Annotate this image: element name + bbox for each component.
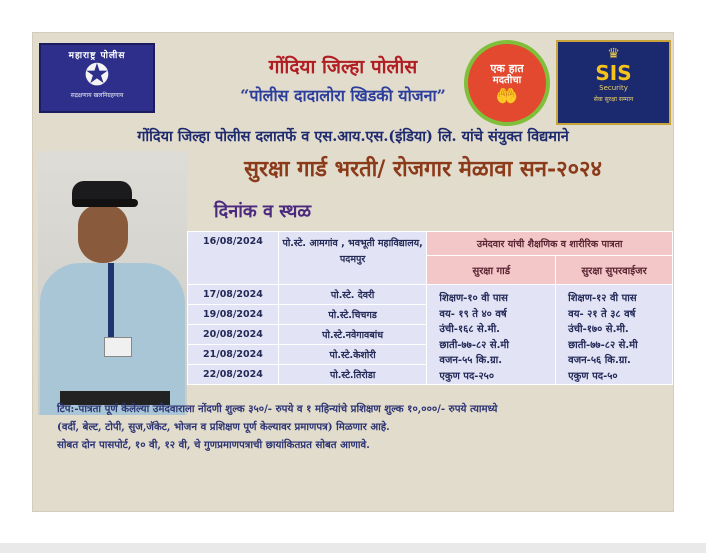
note-line: सोबत दोन पासपोर्ट, १० वी, १२ वी, चे गुणप्रमाणपत्राची छायांकितप्रत सोबत आणावे. (57, 439, 370, 451)
requirement-line: वजन-५६ कि.ग्रा. (568, 355, 631, 366)
requirement-line: वय- २१ ते ३८ वर्ष (568, 308, 636, 320)
place-cell: पो.स्टे.केशोरी (278, 345, 427, 365)
guard-photo (38, 151, 187, 415)
organizer-line: गोंदिया जिल्हा पोलीस दलातर्फे व एस.आय.एस.(इंडिया) लि. यांचे संयुक्त विद्यमाने (137, 128, 569, 145)
requirement-line: एकुण पद-५० (568, 370, 618, 382)
police-star-icon: ✪ (84, 58, 110, 93)
requirement-line: वजन-५५ कि.ग्रा. (439, 355, 503, 366)
date-cell: 21/08/2024 (188, 345, 279, 365)
supervisor-heading: सुरक्षा सुपरवाईजर (556, 256, 673, 285)
maharashtra-police-logo (39, 43, 155, 113)
guard-heading: सुरक्षा गार्ड (427, 256, 556, 285)
guard-requirements (427, 285, 556, 385)
date-place-heading: दिनांक व स्थळ (214, 201, 312, 222)
place-cell: पो.स्टे.नवेगावबांध (278, 325, 427, 345)
place-cell: पो.स्टे. देवरी (278, 285, 427, 305)
logo-motto: सद्रक्षणाय खलनिग्रहणाय (70, 92, 124, 99)
sis-sub: Security (599, 84, 628, 92)
requirement-line: शिक्षण-१० वी पास (439, 293, 508, 304)
hand-icon: 🤲 (495, 86, 519, 107)
sis-motto: सेवा सुरक्षा सम्मान (593, 96, 634, 103)
date-cell: 16/08/2024 (188, 232, 279, 285)
event-title: सुरक्षा गार्ड भरती/ रोजगार मेळावा सन-२०२४ (244, 156, 602, 182)
place-cell: पो.स्टे.तिरोडा (278, 365, 427, 385)
sis-brand: SIS (595, 61, 632, 85)
mid-logo-line2: मदतीचा (492, 75, 522, 86)
date-cell: 20/08/2024 (188, 325, 279, 345)
requirement-line: वय- १९ ते ४० वर्ष (439, 308, 507, 320)
schedule-table (187, 231, 673, 385)
scheme-name: “पोलीस दादालोरा खिडकी योजना” (240, 86, 446, 105)
recruitment-poster (33, 33, 673, 511)
table-row (188, 285, 673, 305)
note-line: (वर्दी, बेल्ट, टोपी, सुज,जॅकेट, भोजन व प्रशिक्षण पूर्ण केल्यावर प्रमाणपत्र) मिळणार आहे. (57, 421, 390, 433)
requirement-line: उंची-१७० से.मी. (568, 324, 629, 335)
requirement-line: एकुण पद-२५० (439, 370, 495, 382)
requirement-line: शिक्षण-१२ वी पास (568, 293, 637, 304)
date-cell: 22/08/2024 (188, 365, 279, 385)
note-block (57, 400, 657, 454)
eligibility-heading: उमेदवार यांची शैक्षणिक व शारीरिक पात्रता (427, 232, 673, 256)
place-cell: पो.स्टे.चिचगड (278, 305, 427, 325)
supervisor-requirements (556, 285, 673, 385)
requirement-line: छाती-७७-८२ से.मी (439, 339, 509, 351)
emblem-icon: ♛ (607, 46, 620, 62)
logo-top-text: महाराष्ट्र पोलीस (68, 51, 126, 61)
sis-security-logo (556, 40, 671, 125)
bottom-strip (0, 543, 706, 553)
helping-hand-logo (464, 40, 550, 126)
note-line: टिप:-पात्रता पूर्ण केलेल्या उमेदवाराला नोंदणी शुल्क ३५०/- रुपये व १ महिन्यांचे प्रशिक्षण शुल्क १०,०००/- रुपये त्यामध्ये (57, 403, 498, 415)
mid-logo-line1: एक हात (490, 62, 524, 75)
requirement-line: उंची-१६८ से.मी. (439, 324, 500, 335)
date-cell: 19/08/2024 (188, 305, 279, 325)
place-cell: पो.स्टे. आमगांव , भवभूती महाविद्यालय, पदमपुर (278, 232, 427, 285)
requirement-line: छाती-७७-८२ से.मी (568, 339, 638, 351)
table-row (188, 232, 673, 256)
poster-title: गोंदिया जिल्हा पोलीस (268, 56, 418, 78)
date-cell: 17/08/2024 (188, 285, 279, 305)
